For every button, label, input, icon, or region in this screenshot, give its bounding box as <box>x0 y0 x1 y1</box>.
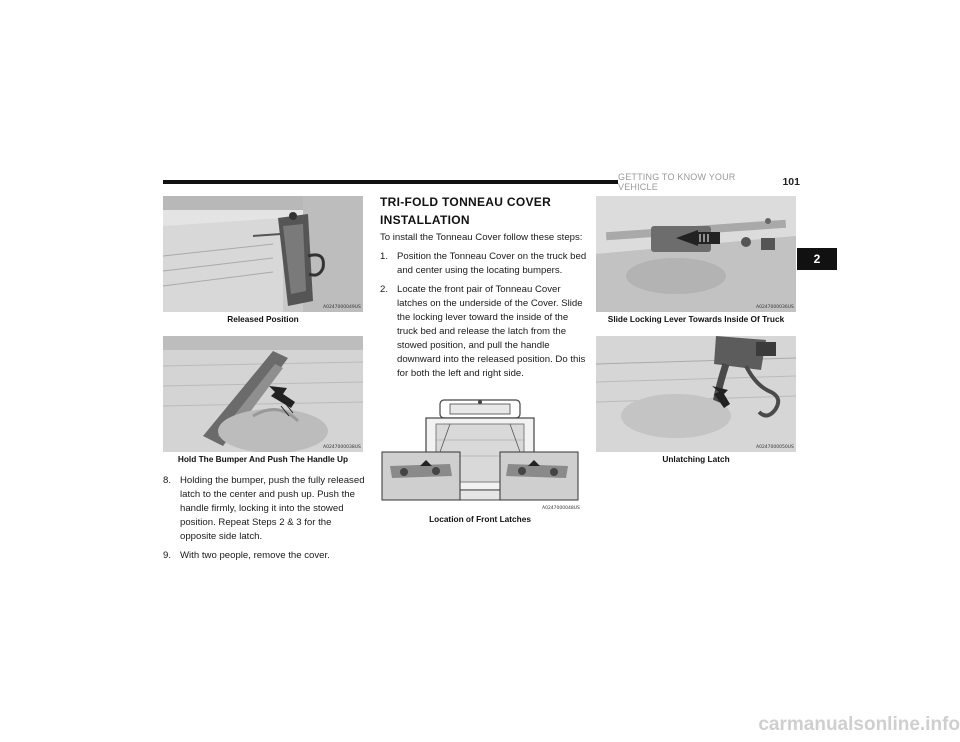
step-text: Position the Tonneau Cover on the truck bed and center using the locating bumpers. <box>397 251 587 276</box>
footer-watermark: carmanualsonline.info <box>758 714 960 735</box>
caption-slide-lever: Slide Locking Lever Towards Inside Of Truck <box>607 314 785 324</box>
section-name: GETTING TO KNOW YOUR VEHICLE <box>618 172 736 192</box>
slide-lever-illustration <box>596 196 796 312</box>
step-2 <box>380 283 590 381</box>
step-1 <box>380 250 590 278</box>
figure-hold-bumper <box>163 336 363 452</box>
figure-code: A0247000049US <box>323 305 361 310</box>
step-number: 9. <box>163 550 172 561</box>
caption-released-position: Released Position <box>227 314 299 324</box>
caption-front-latches: Location of Front Latches <box>429 514 531 524</box>
caption-unlatching-latch: Unlatching Latch <box>662 454 730 464</box>
step-8 <box>163 474 368 544</box>
unlatching-latch-illustration <box>596 336 796 452</box>
page-number: 101 <box>782 176 800 188</box>
front-latches-illustration <box>380 396 580 512</box>
step-number: 1. <box>380 251 389 262</box>
step-text: Holding the bumper, push the fully released latch to the center and push up. Push the handle firmly, locking it into the stowed position. Repeat Steps 2 & 3 for the opposite side latch. <box>180 475 365 542</box>
step-text: Locate the front pair of Tonneau Cover latches on the underside of the Cover. Slide the locking lever toward the inside of the truck bed and release the latch from the stowed position, and pull the handle downward into the released position. Do this for both the left and right side. <box>397 284 586 379</box>
step-number: 2. <box>380 284 389 295</box>
caption-hold-bumper: Hold The Bumper And Push The Handle Up <box>177 454 349 464</box>
hold-bumper-illustration <box>163 336 363 452</box>
figure-released-position <box>163 196 363 312</box>
intro-text: To install the Tonneau Cover follow these steps: <box>380 232 583 243</box>
chapter-tab: 2 <box>797 248 837 270</box>
step-number: 8. <box>163 475 172 486</box>
figure-slide-lever <box>596 196 796 312</box>
middle-body <box>380 231 590 381</box>
figure-unlatching-latch <box>596 336 796 452</box>
header-rule <box>163 180 618 184</box>
released-position-illustration <box>163 196 363 312</box>
figure-code: A0247000036US <box>756 305 794 310</box>
left-steps <box>163 474 368 563</box>
step-9 <box>163 549 368 563</box>
running-header <box>618 172 800 192</box>
section-title-line-1: TRI-FOLD TONNEAU COVER <box>380 195 552 209</box>
figure-code: A0247000038US <box>323 445 361 450</box>
figure-code: A0247000048US <box>542 506 580 511</box>
figure-front-latches <box>380 396 580 512</box>
section-title-line-2: INSTALLATION <box>380 213 470 227</box>
figure-code: A0247000050US <box>756 445 794 450</box>
step-text: With two people, remove the cover. <box>180 550 330 561</box>
section-title <box>380 193 590 229</box>
